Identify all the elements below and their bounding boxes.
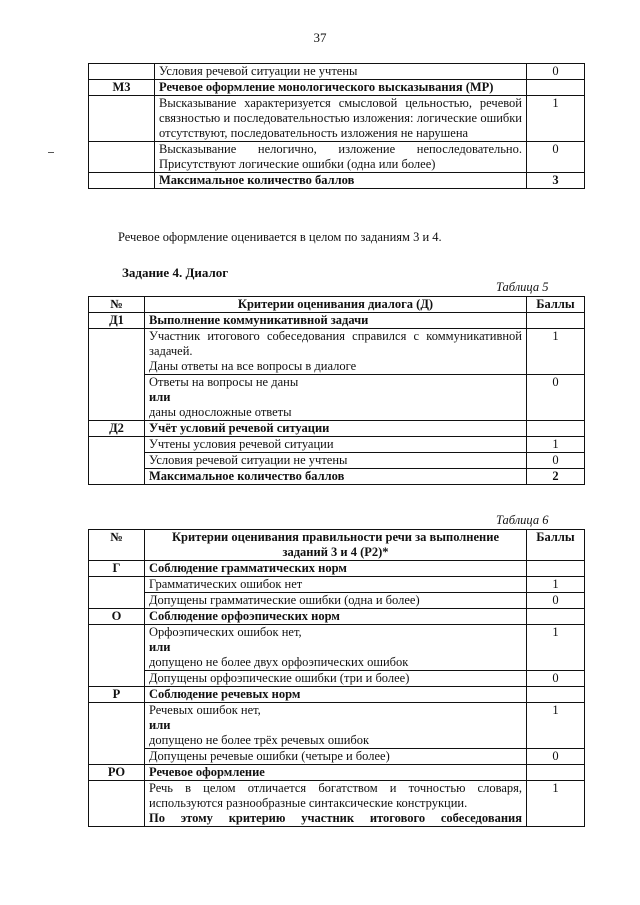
criteria-cell: Допущены орфоэпические ошибки (три и более) bbox=[145, 671, 527, 687]
header-num: № bbox=[89, 297, 145, 313]
table5-caption: Таблица 5 bbox=[496, 280, 549, 294]
criteria-line: Орфоэпических ошибок нет, bbox=[149, 625, 302, 639]
score-cell: 1 bbox=[527, 625, 585, 671]
table-row bbox=[89, 173, 585, 189]
score-cell: 1 bbox=[527, 96, 585, 142]
table-row bbox=[89, 671, 585, 687]
code-cell bbox=[89, 64, 155, 80]
table-row bbox=[89, 703, 585, 749]
criteria-cell: Соблюдение грамматических норм bbox=[145, 561, 527, 577]
criteria-line: даны односложные ответы bbox=[149, 405, 292, 419]
criteria-cell bbox=[145, 703, 527, 749]
table-row bbox=[89, 469, 585, 485]
criteria-or: или bbox=[149, 640, 171, 654]
header-score: Баллы bbox=[527, 297, 585, 313]
criteria-or: или bbox=[149, 390, 171, 404]
table-top bbox=[88, 63, 585, 189]
code-cell bbox=[89, 703, 145, 765]
score-cell: 0 bbox=[527, 593, 585, 609]
score-cell: 0 bbox=[527, 453, 585, 469]
table-row bbox=[89, 625, 585, 671]
score-cell bbox=[527, 80, 585, 96]
criteria-cell: Условия речевой ситуации не учтены bbox=[155, 64, 527, 80]
table6-caption: Таблица 6 bbox=[496, 513, 549, 527]
table-row bbox=[89, 64, 585, 80]
table-header bbox=[89, 297, 585, 313]
criteria-cell: Условия речевой ситуации не учтены bbox=[145, 453, 527, 469]
header-criteria: Критерии оценивания диалога (Д) bbox=[145, 297, 527, 313]
page-number: 37 bbox=[313, 30, 327, 45]
code-cell bbox=[89, 437, 145, 485]
criteria-cell bbox=[145, 625, 527, 671]
criteria-cell bbox=[145, 375, 527, 421]
table-row bbox=[89, 593, 585, 609]
code-cell: М3 bbox=[89, 80, 155, 96]
score-cell: 0 bbox=[527, 749, 585, 765]
table-row bbox=[89, 375, 585, 421]
margin-mark bbox=[48, 152, 54, 153]
criteria-line: допущено не более двух орфоэпических ошибок bbox=[149, 655, 409, 669]
criteria-or: или bbox=[149, 718, 171, 732]
criteria-line: допущено не более трёх речевых ошибок bbox=[149, 733, 370, 747]
criteria-line: Участник итогового собеседования справился с коммуникативной задачей. bbox=[149, 329, 522, 358]
criteria-line: Речевых ошибок нет, bbox=[149, 703, 261, 717]
code-cell: Д2 bbox=[89, 421, 145, 437]
table-row bbox=[89, 749, 585, 765]
score-cell: 2 bbox=[527, 469, 585, 485]
code-cell: Д1 bbox=[89, 313, 145, 329]
table-row bbox=[89, 329, 585, 375]
code-cell: РО bbox=[89, 765, 145, 781]
score-cell: 0 bbox=[527, 142, 585, 173]
criteria-cell: Допущены грамматические ошибки (одна и более) bbox=[145, 593, 527, 609]
code-cell: Г bbox=[89, 561, 145, 577]
table-row bbox=[89, 437, 585, 453]
score-cell: 1 bbox=[527, 703, 585, 749]
code-cell bbox=[89, 625, 145, 687]
score-cell: 1 bbox=[527, 577, 585, 593]
score-cell bbox=[527, 421, 585, 437]
score-cell: 0 bbox=[527, 64, 585, 80]
task-heading: Задание 4. Диалог bbox=[122, 265, 229, 280]
table-row bbox=[89, 421, 585, 437]
criteria-cell bbox=[145, 781, 527, 827]
header-num: № bbox=[89, 530, 145, 561]
table-row bbox=[89, 96, 585, 142]
score-cell bbox=[527, 313, 585, 329]
score-cell: 0 bbox=[527, 375, 585, 421]
code-cell: Р bbox=[89, 687, 145, 703]
criteria-cell: Учтены условия речевой ситуации bbox=[145, 437, 527, 453]
score-cell: 1 bbox=[527, 781, 585, 827]
code-cell bbox=[89, 781, 145, 827]
table-row bbox=[89, 577, 585, 593]
table5 bbox=[88, 296, 585, 485]
table-row bbox=[89, 687, 585, 703]
criteria-cell: Максимальное количество баллов bbox=[155, 173, 527, 189]
criteria-cell: Допущены речевые ошибки (четыре и более) bbox=[145, 749, 527, 765]
criteria-cell: Учёт условий речевой ситуации bbox=[145, 421, 527, 437]
criteria-cell: Высказывание характеризуется смысловой цельностью, речевой связностью и последовательностью изложения: логические ошибки отсутствуют, последовательность изложения не нарушена bbox=[155, 96, 527, 142]
criteria-line-bold: По этому критерию участник итогового собеседования bbox=[149, 811, 522, 825]
criteria-cell bbox=[145, 329, 527, 375]
note-text: Речевое оформление оценивается в целом по заданиям 3 и 4. bbox=[118, 230, 442, 244]
header-score: Баллы bbox=[527, 530, 585, 561]
criteria-cell: Высказывание нелогично, изложение непоследовательно. Присутствуют логические ошибки (одна или более) bbox=[155, 142, 527, 173]
table6 bbox=[88, 529, 585, 827]
table-header bbox=[89, 530, 585, 561]
score-cell: 1 bbox=[527, 329, 585, 375]
table-row bbox=[89, 453, 585, 469]
code-cell bbox=[89, 577, 145, 609]
score-cell: 1 bbox=[527, 437, 585, 453]
table-row bbox=[89, 561, 585, 577]
score-cell bbox=[527, 687, 585, 703]
criteria-cell: Максимальное количество баллов bbox=[145, 469, 527, 485]
code-cell bbox=[89, 173, 155, 189]
criteria-cell: Речевое оформление монологического высказывания (МР) bbox=[155, 80, 527, 96]
criteria-line: Речь в целом отличается богатством и точностью словаря, используются разнообразные синтаксические конструкции. bbox=[149, 781, 522, 810]
score-cell: 3 bbox=[527, 173, 585, 189]
criteria-line: Даны ответы на все вопросы в диалоге bbox=[149, 359, 357, 373]
code-cell bbox=[89, 329, 145, 421]
table-row bbox=[89, 142, 585, 173]
score-cell bbox=[527, 609, 585, 625]
code-cell bbox=[89, 96, 155, 142]
score-cell bbox=[527, 561, 585, 577]
table-row bbox=[89, 609, 585, 625]
criteria-cell: Соблюдение речевых норм bbox=[145, 687, 527, 703]
criteria-cell: Грамматических ошибок нет bbox=[145, 577, 527, 593]
criteria-cell: Соблюдение орфоэпических норм bbox=[145, 609, 527, 625]
score-cell: 0 bbox=[527, 671, 585, 687]
table-row bbox=[89, 80, 585, 96]
table-row bbox=[89, 781, 585, 827]
criteria-cell: Речевое оформление bbox=[145, 765, 527, 781]
table-row bbox=[89, 765, 585, 781]
score-cell bbox=[527, 765, 585, 781]
header-criteria: Критерии оценивания правильности речи за выполнение заданий 3 и 4 (Р2)* bbox=[145, 530, 527, 561]
criteria-line: Ответы на вопросы не даны bbox=[149, 375, 299, 389]
code-cell bbox=[89, 142, 155, 173]
criteria-cell: Выполнение коммуникативной задачи bbox=[145, 313, 527, 329]
table-row bbox=[89, 313, 585, 329]
code-cell: О bbox=[89, 609, 145, 625]
